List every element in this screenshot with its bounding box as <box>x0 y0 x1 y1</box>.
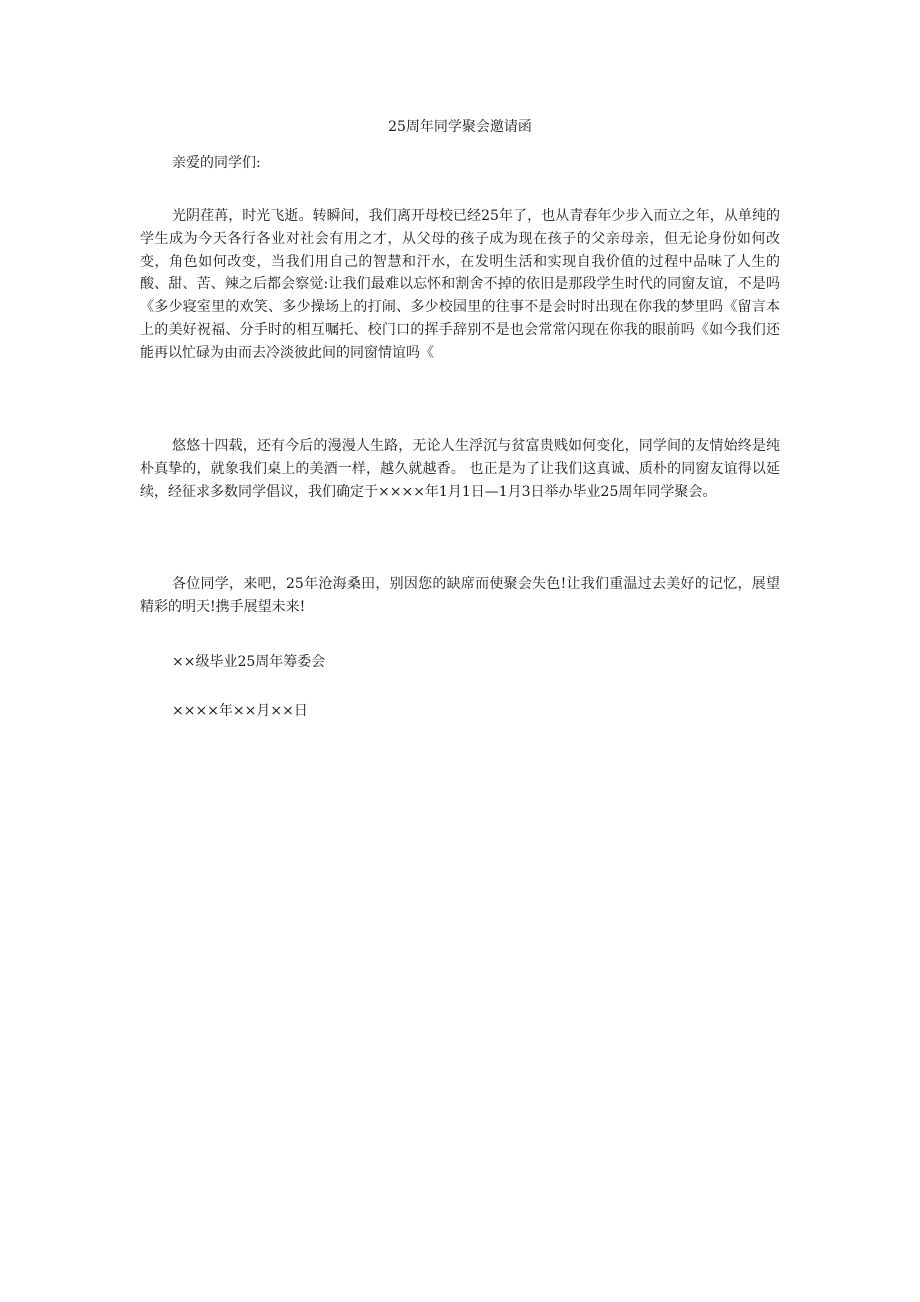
paragraph-3: 各位同学，来吧，25年沧海桑田，别因您的缺席而使聚会失色!让我们重温过去美好的记忆，展望精彩的明天!携手展望未来! <box>140 576 780 615</box>
document-title: 25周年同学聚会邀请函 <box>388 119 532 135</box>
paragraph-2: 悠悠十四载，还有今后的漫漫人生路，无论人生浮沉与贫富贵贱如何变化，同学间的友情始终是纯朴真挚的，就象我们桌上的美酒一样，越久就越香。 也正是为了让我们这真诚、质朴的同窗友谊得以延续，经征求多数同学倡议，我们确定于××××年1月1日—1月3日举办毕业25周年同学聚会。 <box>140 438 780 500</box>
salutation: 亲爱的同学们: <box>172 155 261 171</box>
organizer-signature: ××级毕业25周年筹委会 <box>172 654 326 670</box>
paragraph-1: 光阴荏苒，时光飞逝。转瞬间，我们离开母校已经25年了，也从青春年少步入而立之年，从单纯的学生成为今天各行各业对社会有用之才，从父母的孩子成为现在孩子的父亲母亲，但无论身份如何改变，角色如何改变，当我们用自己的智慧和汗水，在发明生活和实现自我价值的过程中品味了人生的酸、甜、苦、辣之后都会察觉:让我们最难以忘怀和割舍不掉的依旧是那段学生时代的同窗友谊，不是吗《多少寝室里的欢笑、多少操场上的打闹、多少校园里的往事不是会时时出现在你我的梦里吗《留言本上的美好祝福、分手时的相互嘱托、校门口的挥手辞别不是也会常常闪现在你我的眼前吗《如今我们还能再以忙碌为由而去冷淡彼此间的同窗情谊吗《 <box>140 208 780 361</box>
signature-date: ××××年××月××日 <box>172 703 308 719</box>
